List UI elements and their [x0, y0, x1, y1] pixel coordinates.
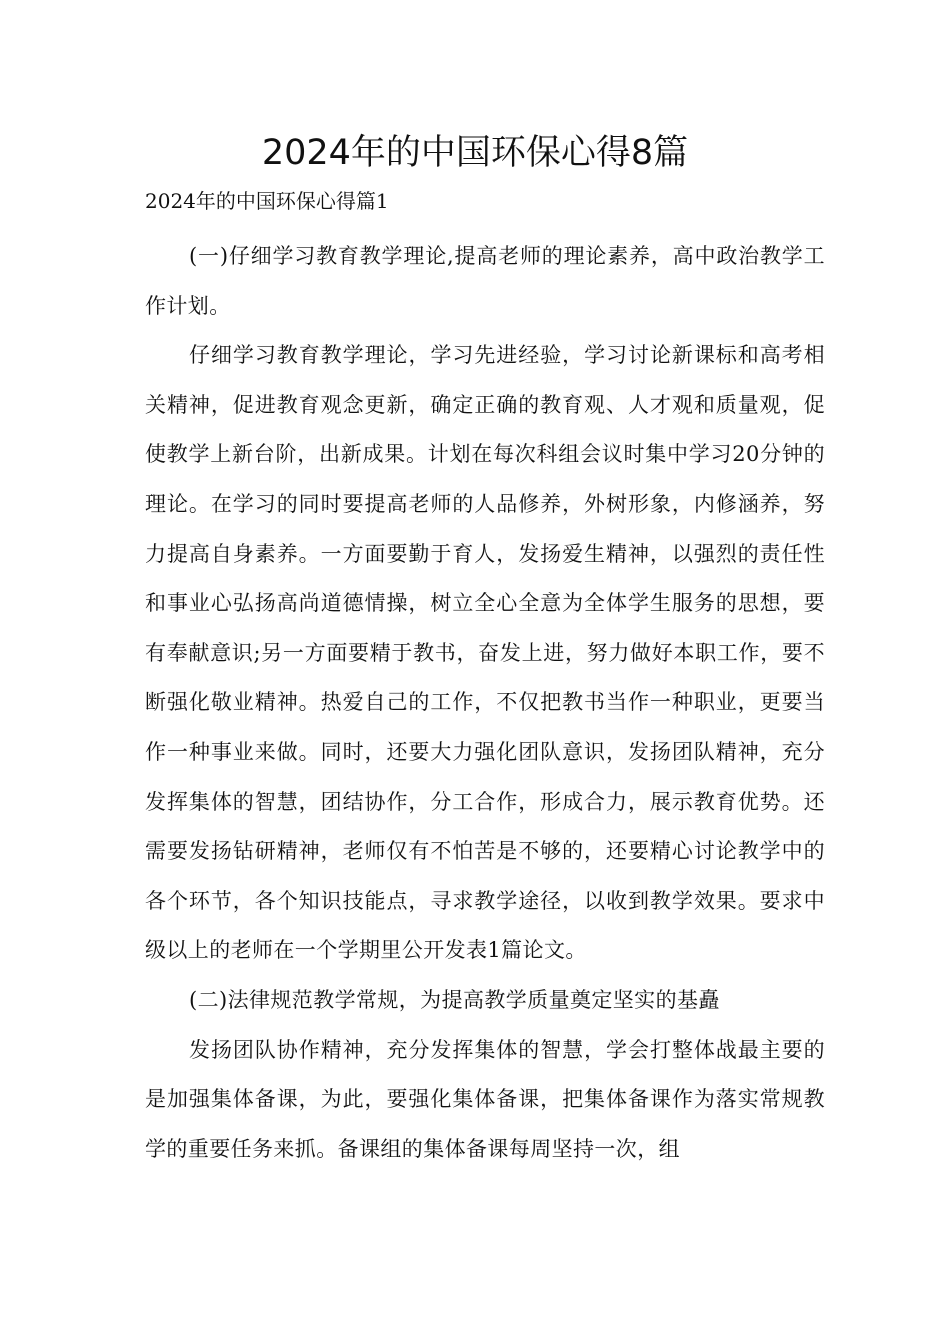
section-heading: 2024年的中国环保心得篇1 [145, 189, 389, 213]
document-title: 2024年的中国环保心得8篇 [261, 133, 689, 173]
paragraph-2: 仔细学习教育教学理论，学习先进经验，学习讨论新课标和高考相关精神，促进教育观念更新，确定正确的教育观、人才观和质量观，促使教学上新台阶，出新成果。计划在每次科组会议时集中学习20分钟的理论。在学习的同时要提高老师的人品修养，外树形象，内修涵养，努力提高自身素养。一方面要勤于育人，发扬爱生精神，以强烈的责任性和事业心弘扬高尚道德情操，树立全心全意为全体学生服务的思想，要有奉献意识;另一方面要精于教书，奋发上进，努力做好本职工作，要不断强化敬业精神。热爱自己的工作，不仅把教书当作一种职业，更要当作一种事业来做。同时，还要大力强化团队意识，发扬团队精神，充分发挥集体的智慧，团结协作，分工合作，形成合力，展示教育优势。还需要发扬钻研精神，老师仅有不怕苦是不够的，还要精心讨论教学中的各个环节，各个知识技能点，寻求教学途径，以收到教学效果。要求中级以上的老师在一个学期里公开发表1篇论文。 [145, 343, 825, 963]
paragraph-4: 发扬团队协作精神，充分发挥集体的智慧，学会打整体战最主要的是加强集体备课，为此，要强化集体备课，把集体备课作为落实常规教学的重要任务来抓。备课组的集体备课每周坚持一次，组 [145, 1037, 825, 1161]
document-body [145, 232, 825, 1174]
paragraph-1: (一)仔细学习教育教学理论,提高老师的理论素养，高中政治教学工作计划。 [145, 244, 825, 318]
paragraph-3: (二)法律规范教学常规，为提高教学质量奠定坚实的基矗 [189, 987, 720, 1012]
